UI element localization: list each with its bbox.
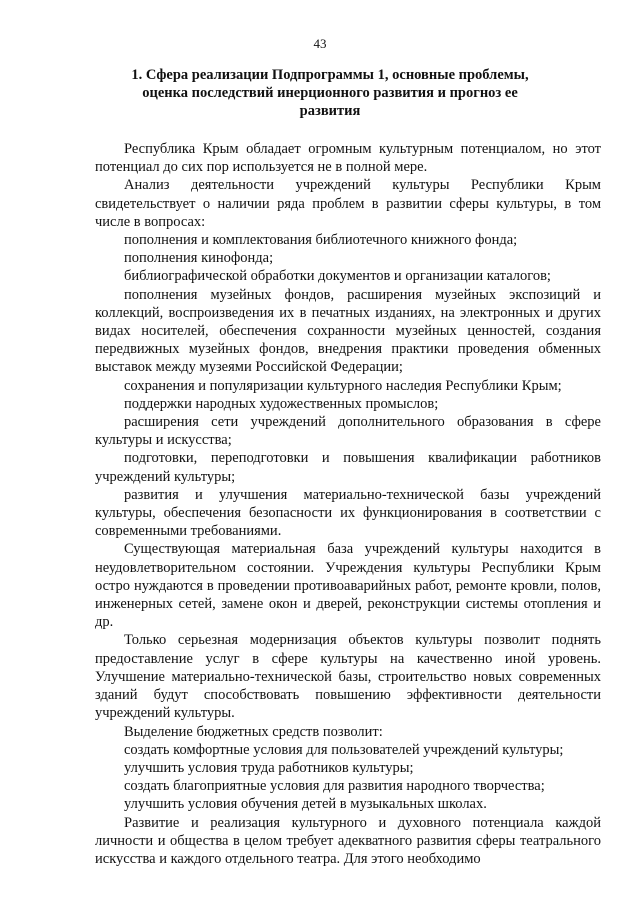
list-item: улучшить условия обучения детей в музыкальных школах. [124, 796, 487, 813]
list-item: развития и улучшения материально-технической базы учреждений культуры, обеспечения безопасности их функционирования в соответствии с современными требованиями. [95, 486, 601, 540]
list-item: создать комфортные условия для пользователей учреждений культуры; [124, 741, 564, 758]
list-item: расширения сети учреждений дополнительного образования в сфере культуры и искусства; [95, 414, 601, 449]
list-item: пополнения музейных фондов, расширения музейных экспозиций и коллекций, воспроизведения их в печатных изданиях, на электронных и других видах носителей, обеспечения сохранности музейных ценностей, создания передвижных музейных фондов, внедрения практики проведения обменных выставок между музеями Российской Федерации; [95, 286, 601, 376]
paragraph: Выделение бюджетных средств позволит: [124, 723, 383, 740]
list-item: библиографической обработки документов и организации каталогов; [124, 268, 551, 285]
page-number: 43 [313, 36, 327, 51]
paragraph: Только серьезная модернизация объектов культуры позволит поднять предоставление услуг в сфере культуры на качественно иной уровень. Улучшение материально-технической базы, строительство новых современных зданий будут способствовать повышению эффективности деятельности учреждений культуры. [95, 632, 601, 722]
list-item: сохранения и популяризации культурного наследия Республики Крым; [124, 377, 562, 394]
list-item: создать благоприятные условия для развития народного творчества; [124, 778, 545, 795]
list-item: подготовки, переподготовки и повышения квалификации работников учреждений культуры; [95, 450, 601, 485]
document-body [95, 140, 601, 868]
list-item: пополнения кинофонда; [124, 250, 274, 267]
paragraph: Развитие и реализация культурного и духовного потенциала каждой личности и общества в целом требует адекватного развития сферы театрального искусства и каждого отдельного театра. Для этого необходимо [95, 814, 601, 867]
list-item: поддержки народных художественных промыслов; [124, 395, 439, 412]
section-heading: 1. Сфера реализации Подпрограммы 1, основные проблемы, оценка последствий инерционного развития и прогноз ее развития [131, 67, 529, 119]
paragraph: Существующая материальная база учреждений культуры находится в неудовлетворительном состоянии. Учреждения культуры Республики Крым остро нуждаются в проведении противоаварийных работ, ремонте кровли, полов, инженерных сетей, замене окон и дверей, реконструкции системы отопления и др. [95, 541, 601, 631]
list-item: пополнения и комплектования библиотечного книжного фонда; [124, 232, 518, 249]
paragraph: Республика Крым обладает огромным культурным потенциалом, но этот потенциал до сих пор используется не в полной мере. [95, 141, 601, 176]
paragraph: Анализ деятельности учреждений культуры Республики Крым свидетельствует о наличии ряда проблем в развитии сферы культуры, в том числе в вопросах: [95, 177, 601, 230]
list-item: улучшить условия труда работников культуры; [124, 759, 414, 776]
